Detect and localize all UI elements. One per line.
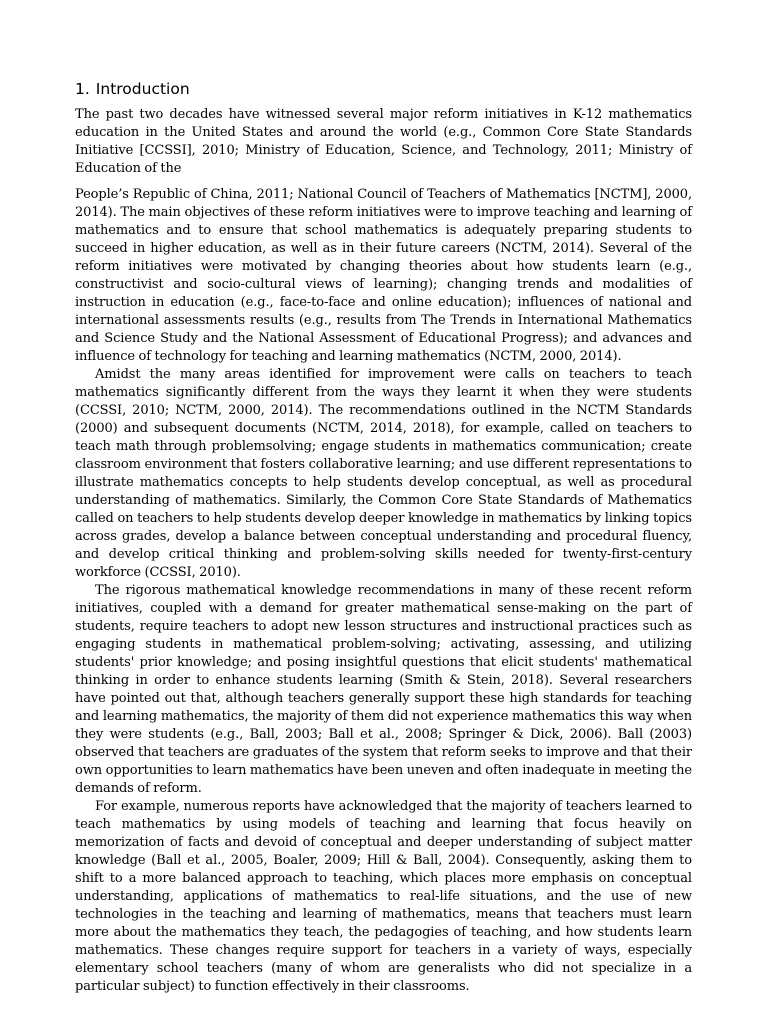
paragraph-3: Amidst the many areas identified for improvement were calls on teachers to teach mathematics significantly different from the ways they learnt it when they were students (CCSSI, 2010; NCTM, 2000, 2014). The recommendations outlined in the NCTM Standards (2000) and subsequent documents (NCTM, 2014, 2018), for example, called on teachers to teach math through problemsolving; engage students in mathematics communication; create classroom environment that fosters collaborative learning; and use different representations to illustrate mathematics concepts to help students develop conceptual, as well as procedural understanding of mathematics. Similarly, the Common Core State Standards of Mathematics called on teachers to help students develop deeper knowledge in mathematics by linking topics across grades, develop a balance between conceptual understanding and procedural fluency, and develop critical thinking and problem-solving skills needed for twenty-first-century workforce (CCSSI, 2010). xyxy=(75,367,692,580)
paragraph-2: People’s Republic of China, 2011; National Council of Teachers of Mathematics [NCTM], 2000, 2014). The main objectives of these reform initiatives were to improve teaching and learning of mathematics and to ensure that school mathematics is adequately preparing students to succeed in higher education, as well as in their future careers (NCTM, 2014). Several of the reform initiatives were motivated by changing theories about how students learn (e.g., constructivist and socio-cultural views of learning); changing trends and modalities of instruction in education (e.g., face-to-face and online education); influences of national and international assessments results (e.g., results from The Trends in International Mathematics and Science Study and the National Assessment of Educational Progress); and advances and influence of technology for teaching and learning mathematics (NCTM, 2000, 2014). xyxy=(75,187,692,364)
section-number: 1. xyxy=(75,80,90,98)
paragraph-4: The rigorous mathematical knowledge recommendations in many of these recent reform initiatives, coupled with a demand for greater mathematical sense-making on the part of students, require teachers to adopt new lesson structures and instructional practices such as engaging students in mathematical problem-solving; activating, assessing, and utilizing students' prior knowledge; and posing insightful questions that elicit students' mathematical thinking in order to enhance students learning (Smith & Stein, 2018). Several researchers have pointed out that, although teachers generally support these high standards for teaching and learning mathematics, the majority of them did not experience mathematics this way when they were students (e.g., Ball, 2003; Ball et al., 2008; Springer & Dick, 2006). Ball (2003) observed that teachers are graduates of the system that reform seeks to improve and that their own opportunities to learn mathematics have been uneven and often inadequate in meeting the demands of reform. xyxy=(75,583,692,796)
section-heading xyxy=(75,78,692,100)
section-title: Introduction xyxy=(95,80,190,98)
paragraph-5: For example, numerous reports have acknowledged that the majority of teachers learned to teach mathematics by using models of teaching and learning that focus heavily on memorization of facts and devoid of conceptual and deeper understanding of subject matter knowledge (Ball et al., 2005, Boaler, 2009; Hill & Ball, 2004). Consequently, asking them to shift to a more balanced approach to teaching, which places more emphasis on conceptual understanding, applications of mathematics to real-life situations, and the use of new technologies in the teaching and learning of mathematics, means that teachers must learn more about the mathematics they teach, the pedagogies of teaching, and how students learn mathematics. These changes require support for teachers in a variety of ways, especially elementary school teachers (many of whom are generalists who did not specialize in a particular subject) to function effectively in their classrooms. xyxy=(75,799,692,994)
document-page xyxy=(75,78,692,996)
paragraph-1: The past two decades have witnessed several major reform initiatives in K-12 mathematics education in the United States and around the world (e.g., Common Core State Standards Initiative [CCSSI], 2010; Ministry of Education, Science, and Technology, 2011; Ministry of Education of the xyxy=(75,107,692,176)
